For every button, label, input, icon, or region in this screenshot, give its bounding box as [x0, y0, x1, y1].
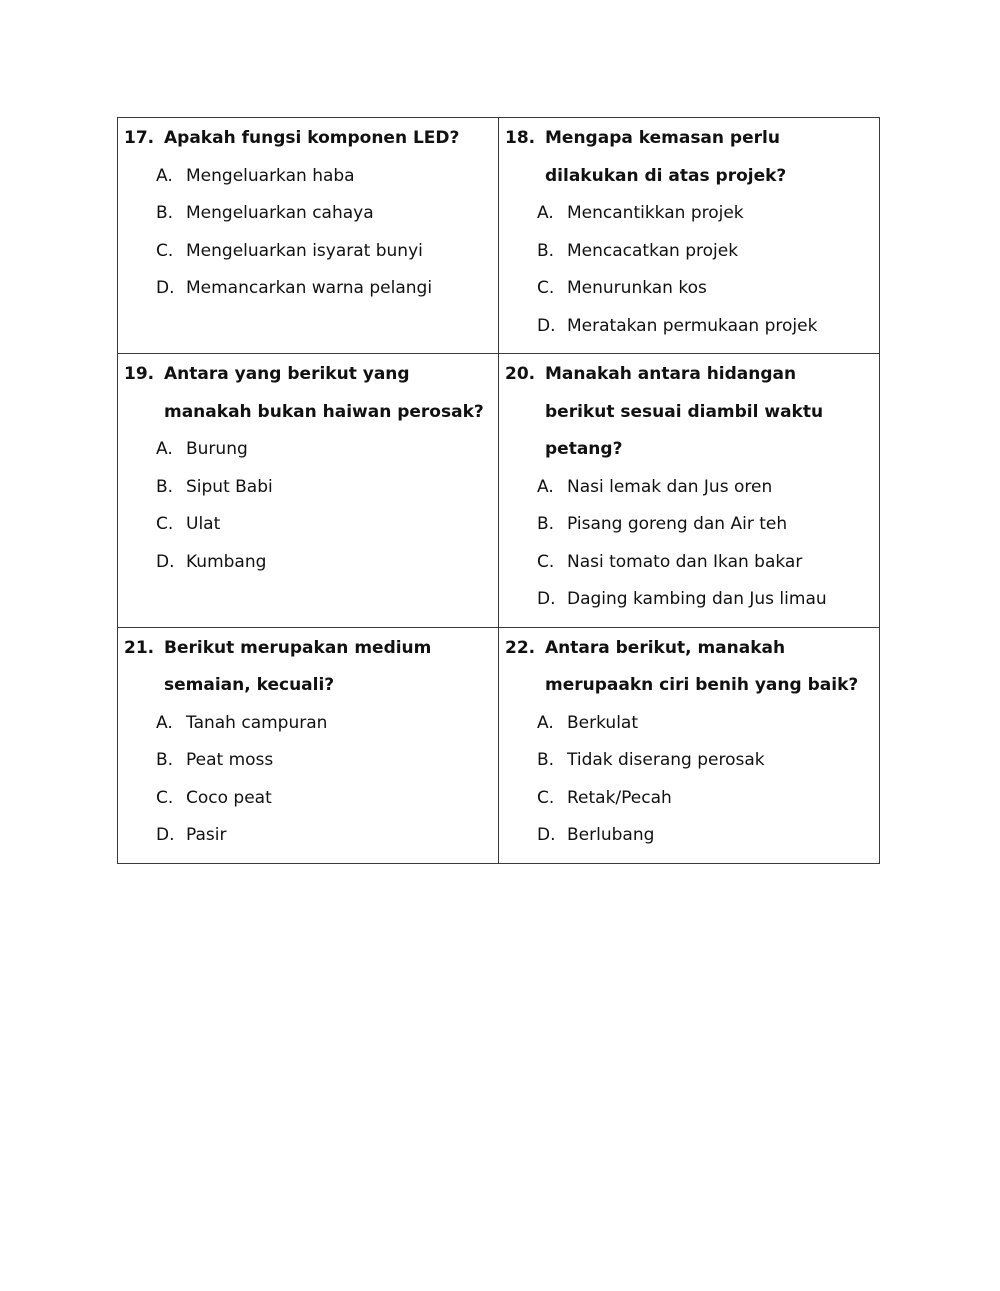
option-item	[537, 270, 879, 308]
option-text: Pasir	[186, 825, 227, 845]
option-text: Kumbang	[186, 551, 267, 572]
option-item	[156, 544, 498, 582]
question-table	[117, 117, 880, 864]
option-text: Mencantikkan projek	[567, 203, 744, 223]
question-cell-21	[118, 627, 499, 863]
option-letter: A.	[156, 439, 173, 459]
option-item	[156, 158, 498, 196]
option-letter: A.	[537, 203, 554, 223]
option-list	[537, 705, 879, 855]
table-row	[118, 118, 880, 354]
option-letter: C.	[537, 787, 555, 808]
option-item	[156, 742, 498, 780]
question-heading	[505, 356, 879, 469]
question-text: Antara yang berikut yang manakah bukan haiwan perosak?	[164, 364, 484, 422]
option-item	[156, 431, 498, 469]
question-number: 20.	[505, 364, 536, 384]
option-letter: D.	[156, 278, 175, 298]
option-text: Meratakan permukaan projek	[567, 315, 818, 336]
option-item	[537, 506, 879, 544]
question-number: 17.	[124, 128, 155, 148]
option-item	[537, 817, 879, 855]
option-text: Tanah campuran	[186, 712, 328, 733]
question-text: Apakah fungsi komponen LED?	[164, 128, 460, 148]
option-text: Peat moss	[186, 750, 274, 770]
question-number: 22.	[505, 637, 536, 658]
option-text: Pisang goreng dan Air teh	[567, 514, 788, 534]
option-item	[156, 469, 498, 507]
option-letter: B.	[537, 750, 555, 770]
option-list	[537, 195, 879, 345]
option-item	[156, 195, 498, 233]
option-letter: A.	[537, 712, 554, 733]
option-item	[537, 195, 879, 233]
option-text: Nasi lemak dan Jus oren	[567, 476, 773, 497]
option-list	[156, 705, 498, 855]
option-text: Tidak diserang perosak	[567, 750, 765, 770]
option-text: Berlubang	[567, 825, 655, 845]
option-item	[537, 581, 879, 619]
option-letter: D.	[156, 825, 175, 845]
option-text: Mencacatkan projek	[567, 240, 739, 261]
question-cell-17	[118, 118, 499, 354]
question-heading	[505, 120, 879, 195]
question-cell-20	[499, 354, 880, 628]
table-row	[118, 627, 880, 863]
option-text: Memancarkan warna pelangi	[186, 278, 433, 298]
question-text: Berikut merupakan medium semaian, kecuali?	[164, 637, 432, 695]
question-cell-22	[499, 627, 880, 863]
option-text: Berkulat	[567, 712, 639, 733]
option-letter: A.	[156, 165, 173, 186]
question-number: 18.	[505, 128, 536, 148]
option-letter: B.	[537, 240, 555, 261]
question-text: Antara berikut, manakah merupaakn ciri benih yang baik?	[545, 637, 859, 695]
option-letter: C.	[156, 787, 174, 808]
option-item	[537, 780, 879, 818]
option-letter: D.	[537, 589, 556, 609]
option-text: Nasi tomato dan Ikan bakar	[567, 551, 803, 572]
option-list	[156, 158, 498, 308]
option-text: Mengeluarkan cahaya	[186, 203, 374, 223]
option-letter: C.	[537, 278, 555, 298]
question-number: 19.	[124, 364, 155, 384]
option-text: Siput Babi	[186, 476, 273, 497]
option-letter: B.	[537, 514, 555, 534]
question-cell-18	[499, 118, 880, 354]
option-letter: A.	[156, 712, 173, 733]
option-item	[156, 705, 498, 743]
option-item	[537, 469, 879, 507]
option-letter: A.	[537, 476, 554, 497]
option-letter: D.	[537, 315, 556, 336]
option-item	[156, 780, 498, 818]
question-heading	[505, 630, 879, 705]
option-text: Ulat	[186, 514, 221, 534]
option-text: Burung	[186, 439, 248, 459]
option-text: Mengeluarkan haba	[186, 165, 355, 186]
question-text: Manakah antara hidangan berikut sesuai diambil waktu petang?	[545, 364, 824, 459]
option-text: Retak/Pecah	[567, 787, 672, 808]
option-item	[156, 817, 498, 855]
option-letter: C.	[156, 240, 174, 261]
option-letter: B.	[156, 203, 174, 223]
question-heading	[124, 630, 498, 705]
option-text: Mengeluarkan isyarat bunyi	[186, 240, 423, 261]
option-list	[156, 431, 498, 581]
question-text: Mengapa kemasan perlu dilakukan di atas projek?	[545, 128, 787, 186]
option-letter: C.	[156, 514, 174, 534]
option-text: Coco peat	[186, 787, 272, 808]
option-item	[537, 308, 879, 346]
option-letter: C.	[537, 551, 555, 572]
option-letter: B.	[156, 476, 174, 497]
option-letter: D.	[156, 551, 175, 572]
option-item	[156, 233, 498, 271]
option-text: Daging kambing dan Jus limau	[567, 589, 827, 609]
option-letter: D.	[537, 825, 556, 845]
question-heading	[124, 356, 498, 431]
option-item	[537, 705, 879, 743]
question-number: 21.	[124, 637, 155, 658]
option-item	[537, 233, 879, 271]
option-list	[537, 469, 879, 619]
option-item	[156, 506, 498, 544]
question-heading	[124, 120, 498, 158]
table-row	[118, 354, 880, 628]
option-text: Menurunkan kos	[567, 278, 707, 298]
question-cell-19	[118, 354, 499, 628]
option-item	[537, 544, 879, 582]
option-letter: B.	[156, 750, 174, 770]
option-item	[537, 742, 879, 780]
option-item	[156, 270, 498, 308]
